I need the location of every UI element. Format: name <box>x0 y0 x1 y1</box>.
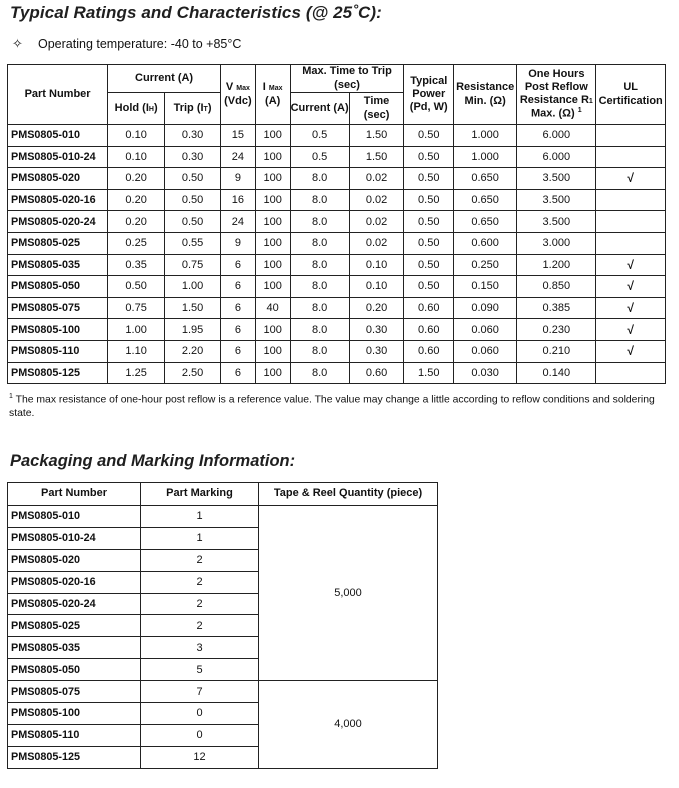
cell-hold: 0.75 <box>108 297 165 319</box>
cell-hold: 0.20 <box>108 211 165 233</box>
cell-vmax: 6 <box>220 340 255 362</box>
cell-time: 0.20 <box>349 297 404 319</box>
cell-imax: 100 <box>255 211 290 233</box>
cell-ul: √ <box>596 340 666 362</box>
cell-ul: √ <box>596 319 666 341</box>
cell-trip: 0.30 <box>165 125 221 147</box>
cell-r1max: 0.850 <box>517 276 596 298</box>
cell-part: PMS0805-010-24 <box>8 146 108 168</box>
cell-time: 0.10 <box>349 276 404 298</box>
header-typical-power: Typical Power (Pd, W) <box>404 65 454 125</box>
cell-trip: 1.95 <box>165 319 221 341</box>
cell-part: PMS0805-020 <box>8 549 141 571</box>
cell-part: PMS0805-020-24 <box>8 593 141 615</box>
header-max-time-group: Max. Time to Trip (sec) <box>290 65 404 93</box>
cell-r1max: 3.000 <box>517 232 596 254</box>
cell-hold: 0.20 <box>108 168 165 190</box>
cell-time: 1.50 <box>349 146 404 168</box>
cell-current: 8.0 <box>290 276 349 298</box>
cell-vmax: 6 <box>220 362 255 384</box>
cell-marking: 2 <box>141 549 259 571</box>
cell-imax: 100 <box>255 362 290 384</box>
table-row <box>8 189 666 211</box>
cell-trip: 2.20 <box>165 340 221 362</box>
cell-part: PMS0805-010 <box>8 125 108 147</box>
cell-r1max: 0.210 <box>517 340 596 362</box>
cell-r1max: 0.385 <box>517 297 596 319</box>
cell-r1max: 6.000 <box>517 125 596 147</box>
cell-power: 0.60 <box>404 319 454 341</box>
cell-time: 0.02 <box>349 232 404 254</box>
cell-trip: 0.30 <box>165 146 221 168</box>
header-one-hour-resistance: One Hours Post Reflow Resistance R1 Max. (Ω) $^1$ <box>517 65 596 125</box>
cell-part: PMS0805-125 <box>8 746 141 768</box>
table-row <box>8 254 666 276</box>
cell-time: 0.02 <box>349 211 404 233</box>
cell-rmin: 0.650 <box>454 189 517 211</box>
cell-trip: 0.50 <box>165 189 221 211</box>
cell-hold: 0.10 <box>108 146 165 168</box>
header-resistance-min: Resistance Min. (Ω) <box>454 65 517 125</box>
cell-current: 0.5 <box>290 125 349 147</box>
cell-rmin: 0.250 <box>454 254 517 276</box>
footnote-text: The max resistance of one-hour post reflow is a reference value. The value may change a little according to reflow conditions and soldering state. <box>9 394 655 420</box>
cell-power: 1.50 <box>404 362 454 384</box>
cell-part: PMS0805-035 <box>8 637 141 659</box>
cell-vmax: 6 <box>220 297 255 319</box>
four-point-star-icon: ✧ <box>12 36 23 51</box>
cell-trip: 0.50 <box>165 211 221 233</box>
cell-time: 1.50 <box>349 125 404 147</box>
header-part-number: Part Number <box>8 65 108 125</box>
cell-marking: 0 <box>141 724 259 746</box>
footnote <box>9 390 659 421</box>
cell-marking: 1 <box>141 527 259 549</box>
cell-imax: 40 <box>255 297 290 319</box>
cell-hold: 0.10 <box>108 125 165 147</box>
cell-imax: 100 <box>255 189 290 211</box>
cell-imax: 100 <box>255 232 290 254</box>
table-row <box>8 211 666 233</box>
cell-marking: 2 <box>141 615 259 637</box>
cell-r1max: 0.140 <box>517 362 596 384</box>
cell-r1max: 1.200 <box>517 254 596 276</box>
cell-power: 0.60 <box>404 297 454 319</box>
cell-r1max: 6.000 <box>517 146 596 168</box>
ratings-section-title: Typical Ratings and Characteristics (@ 25˚C): <box>10 3 382 22</box>
cell-ul <box>596 125 666 147</box>
cell-current: 8.0 <box>290 211 349 233</box>
cell-part: PMS0805-020-16 <box>8 189 108 211</box>
cell-ul <box>596 362 666 384</box>
cell-ul: √ <box>596 297 666 319</box>
cell-current: 8.0 <box>290 362 349 384</box>
cell-ul: √ <box>596 276 666 298</box>
cell-r1max: 3.500 <box>517 168 596 190</box>
cell-vmax: 9 <box>220 168 255 190</box>
cell-time: 0.10 <box>349 254 404 276</box>
cell-imax: 100 <box>255 340 290 362</box>
cell-imax: 100 <box>255 319 290 341</box>
cell-power: 0.50 <box>404 211 454 233</box>
cell-part: PMS0805-110 <box>8 340 108 362</box>
cell-rmin: 0.150 <box>454 276 517 298</box>
cell-power: 0.60 <box>404 340 454 362</box>
cell-rmin: 0.600 <box>454 232 517 254</box>
packaging-table <box>7 482 438 769</box>
cell-hold: 0.20 <box>108 189 165 211</box>
cell-part: PMS0805-020 <box>8 168 108 190</box>
cell-power: 0.50 <box>404 125 454 147</box>
header-pkg-part-number: Part Number <box>8 483 141 506</box>
cell-time: 0.30 <box>349 340 404 362</box>
cell-power: 0.50 <box>404 189 454 211</box>
cell-vmax: 6 <box>220 276 255 298</box>
cell-current: 0.5 <box>290 146 349 168</box>
table-row <box>8 681 438 703</box>
cell-hold: 1.00 <box>108 319 165 341</box>
cell-part: PMS0805-050 <box>8 276 108 298</box>
cell-part: PMS0805-035 <box>8 254 108 276</box>
cell-vmax: 24 <box>220 146 255 168</box>
ratings-table <box>7 64 666 384</box>
cell-marking: 5 <box>141 659 259 681</box>
table-row <box>8 146 666 168</box>
cell-marking: 2 <box>141 593 259 615</box>
cell-part: PMS0805-025 <box>8 232 108 254</box>
cell-rmin: 1.000 <box>454 125 517 147</box>
cell-ul: √ <box>596 254 666 276</box>
cell-vmax: 6 <box>220 254 255 276</box>
cell-vmax: 9 <box>220 232 255 254</box>
cell-time: 0.02 <box>349 168 404 190</box>
cell-part: PMS0805-110 <box>8 724 141 746</box>
cell-current: 8.0 <box>290 254 349 276</box>
cell-part: PMS0805-020-24 <box>8 211 108 233</box>
cell-r1max: 0.230 <box>517 319 596 341</box>
operating-temperature-text: Operating temperature: -40 to +85°C <box>38 37 242 51</box>
cell-power: 0.50 <box>404 232 454 254</box>
header-imax: I Max (A) <box>255 65 290 125</box>
header-trip-current: Current (A) <box>290 93 349 125</box>
cell-hold: 0.50 <box>108 276 165 298</box>
cell-hold: 1.10 <box>108 340 165 362</box>
cell-time: 0.02 <box>349 189 404 211</box>
table-row <box>8 125 666 147</box>
cell-trip: 0.55 <box>165 232 221 254</box>
table-row <box>8 168 666 190</box>
cell-time: 0.60 <box>349 362 404 384</box>
cell-power: 0.50 <box>404 254 454 276</box>
operating-temperature-line <box>12 36 241 52</box>
cell-trip: 0.50 <box>165 168 221 190</box>
header-tape-reel-qty: Tape & Reel Quantity (piece) <box>259 483 438 506</box>
cell-rmin: 1.000 <box>454 146 517 168</box>
cell-rmin: 0.030 <box>454 362 517 384</box>
header-part-marking: Part Marking <box>141 483 259 506</box>
cell-ul <box>596 211 666 233</box>
cell-vmax: 16 <box>220 189 255 211</box>
header-ul-certification: UL Certification <box>596 65 666 125</box>
cell-part: PMS0805-050 <box>8 659 141 681</box>
table-row <box>8 232 666 254</box>
cell-part: PMS0805-075 <box>8 297 108 319</box>
header-hold: Hold (IH) <box>108 93 165 125</box>
header-trip: Trip (IT) <box>165 93 221 125</box>
cell-part: PMS0805-075 <box>8 681 141 703</box>
cell-current: 8.0 <box>290 319 349 341</box>
cell-trip: 1.00 <box>165 276 221 298</box>
table-row <box>8 362 666 384</box>
cell-imax: 100 <box>255 276 290 298</box>
table-row <box>8 276 666 298</box>
header-trip-time: Time (sec) <box>349 93 404 125</box>
packaging-section-title: Packaging and Marking Information: <box>10 452 296 470</box>
cell-part: PMS0805-010-24 <box>8 527 141 549</box>
cell-current: 8.0 <box>290 168 349 190</box>
cell-imax: 100 <box>255 168 290 190</box>
cell-part: PMS0805-100 <box>8 319 108 341</box>
header-vmax: V Max (Vdc) <box>220 65 255 125</box>
cell-power: 0.50 <box>404 168 454 190</box>
cell-rmin: 0.650 <box>454 168 517 190</box>
cell-marking: 2 <box>141 571 259 593</box>
table-row <box>8 340 666 362</box>
cell-part: PMS0805-125 <box>8 362 108 384</box>
cell-current: 8.0 <box>290 232 349 254</box>
cell-marking: 1 <box>141 506 259 528</box>
cell-ul <box>596 189 666 211</box>
cell-part: PMS0805-020-16 <box>8 571 141 593</box>
cell-marking: 0 <box>141 703 259 725</box>
cell-marking: 7 <box>141 681 259 703</box>
cell-r1max: 3.500 <box>517 211 596 233</box>
cell-marking: 12 <box>141 746 259 768</box>
cell-current: 8.0 <box>290 297 349 319</box>
cell-hold: 0.35 <box>108 254 165 276</box>
cell-part: PMS0805-100 <box>8 703 141 725</box>
footnote-marker: 1 <box>9 393 13 400</box>
cell-vmax: 6 <box>220 319 255 341</box>
cell-imax: 100 <box>255 125 290 147</box>
cell-hold: 0.25 <box>108 232 165 254</box>
cell-marking: 3 <box>141 637 259 659</box>
cell-rmin: 0.650 <box>454 211 517 233</box>
cell-hold: 1.25 <box>108 362 165 384</box>
cell-rmin: 0.060 <box>454 340 517 362</box>
cell-r1max: 3.500 <box>517 189 596 211</box>
cell-rmin: 0.060 <box>454 319 517 341</box>
cell-ul <box>596 146 666 168</box>
cell-power: 0.50 <box>404 276 454 298</box>
cell-imax: 100 <box>255 146 290 168</box>
table-row <box>8 319 666 341</box>
table-row <box>8 297 666 319</box>
cell-part: PMS0805-025 <box>8 615 141 637</box>
cell-power: 0.50 <box>404 146 454 168</box>
cell-vmax: 15 <box>220 125 255 147</box>
cell-trip: 0.75 <box>165 254 221 276</box>
cell-current: 8.0 <box>290 189 349 211</box>
cell-ul <box>596 232 666 254</box>
cell-trip: 2.50 <box>165 362 221 384</box>
cell-part: PMS0805-010 <box>8 506 141 528</box>
cell-tape-reel-qty: 4,000 <box>259 681 438 769</box>
cell-rmin: 0.090 <box>454 297 517 319</box>
cell-ul: √ <box>596 168 666 190</box>
cell-imax: 100 <box>255 254 290 276</box>
cell-current: 8.0 <box>290 340 349 362</box>
table-row <box>8 506 438 528</box>
cell-vmax: 24 <box>220 211 255 233</box>
cell-tape-reel-qty: 5,000 <box>259 506 438 681</box>
cell-time: 0.30 <box>349 319 404 341</box>
cell-trip: 1.50 <box>165 297 221 319</box>
header-current-group: Current (A) <box>108 65 221 93</box>
